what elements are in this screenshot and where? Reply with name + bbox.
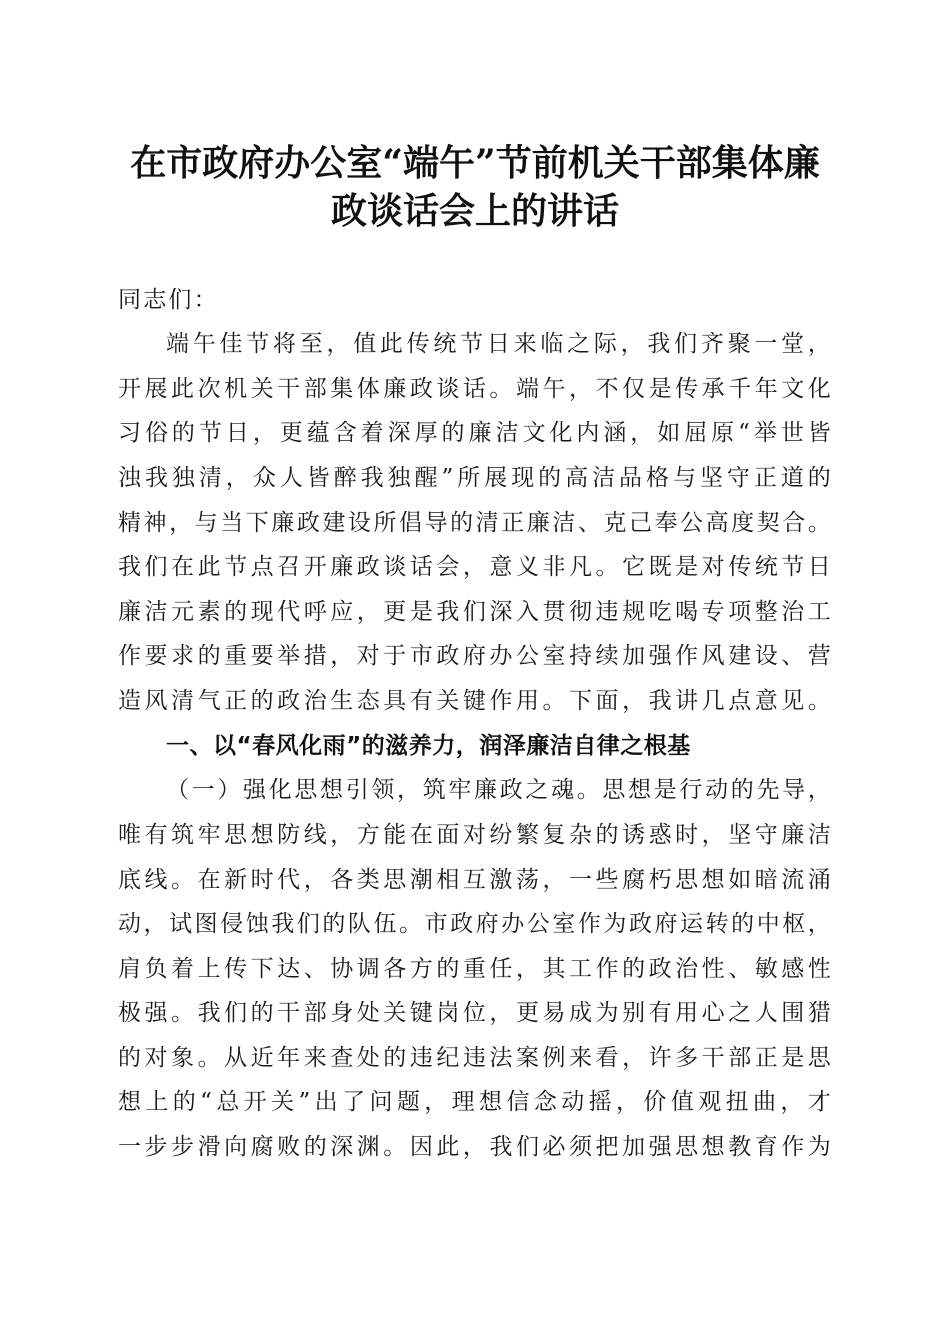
salutation: 同志们： <box>118 287 219 313</box>
paragraph-line: 习俗的节日，更蕴含着深厚的廉洁文化内涵，如屈原“举世皆 <box>118 420 833 446</box>
paragraph-line: 想上的“总开关”出了问题，理想信念动摇，价值观扭曲，才 <box>118 1089 833 1115</box>
paragraph-line: 作要求的重要举措，对于市政府办公室持续加强作风建设、营 <box>118 643 833 669</box>
document-title-line-2: 政谈话会上的讲话 <box>330 190 619 232</box>
paragraph-line: 一步步滑向腐败的深渊。因此，我们必须把加强思想教育作为 <box>118 1134 833 1160</box>
paragraph-line: 廉洁元素的现代呼应，更是我们深入贯彻违规吃喝专项整治工 <box>118 599 833 625</box>
paragraph-line: 浊我独清，众人皆醉我独醒”所展现的高洁品格与坚守正道的 <box>118 465 833 491</box>
section-heading: 一、以“春风化雨”的滋养力，润泽廉洁自律之根基 <box>166 733 691 759</box>
paragraph-line: 精神，与当下廉政建设所倡导的清正廉洁、克己奉公高度契合。 <box>118 510 833 536</box>
paragraph-line: 极强。我们的干部身处关键岗位，更易成为别有用心之人围猎 <box>118 1000 833 1026</box>
paragraph-line: 唯有筑牢思想防线，方能在面对纷繁复杂的诱惑时，坚守廉洁 <box>118 822 833 848</box>
paragraph-line: 动，试图侵蚀我们的队伍。市政府办公室作为政府运转的中枢， <box>118 911 833 937</box>
paragraph-line: （一）强化思想引领，筑牢廉政之魂。思想是行动的先导， <box>166 777 833 803</box>
paragraph-line: 开展此次机关干部集体廉政谈话。端午，不仅是传承千年文化 <box>118 376 833 402</box>
paragraph-line: 肩负着上传下达、协调各方的重任，其工作的政治性、敏感性 <box>118 956 833 982</box>
document-title-line-1: 在市政府办公室“端午”节前机关干部集体廉 <box>130 142 820 184</box>
paragraph-line: 我们在此节点召开廉政谈话会，意义非凡。它既是对传统节日 <box>118 554 833 580</box>
paragraph-line: 的对象。从近年来查处的违纪违法案例来看，许多干部正是思 <box>118 1045 833 1071</box>
paragraph-line: 底线。在新时代，各类思潮相互激荡，一些腐朽思想如暗流涌 <box>118 867 833 893</box>
paragraph-line: 造风清气正的政治生态具有关键作用。下面，我讲几点意见。 <box>118 688 833 714</box>
paragraph-line: 端午佳节将至，值此传统节日来临之际，我们齐聚一堂， <box>166 331 833 357</box>
